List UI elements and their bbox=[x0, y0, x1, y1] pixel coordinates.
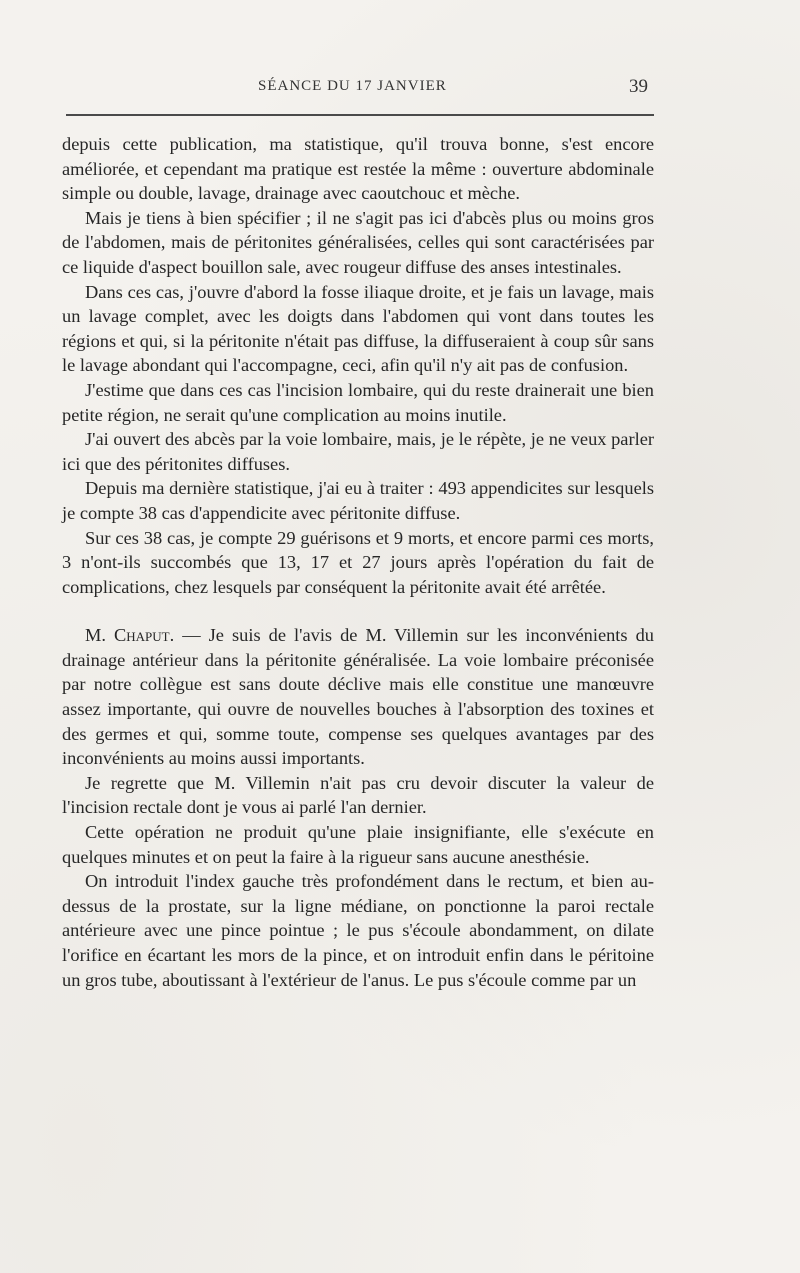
paragraph: Mais je tiens à bien spécifier ; il ne s'agit pas ici d'abcès plus ou moins gros de l'abdomen, mais de péritonites généralisées, celles qui sont caractérisées par ce liquide d'aspect bouillon sale, avec rougeur diffuse des anses intestinales. bbox=[62, 207, 654, 277]
speaker-paragraph bbox=[62, 623, 654, 771]
speaker-name: M. Chaput. bbox=[85, 625, 175, 646]
paragraph: Dans ces cas, j'ouvre d'abord la fosse iliaque droite, et je fais un lavage, mais un lavage complet, avec les doigts dans l'abdomen qui vont dans toutes les régions et qui, si la péritonite n'était pas diffuse, la diffuseraient à coup sûr sans le lavage abondant qui l'accompagne, ceci, afin qu'il n'y ait pas de confusion. bbox=[62, 281, 654, 376]
body-text bbox=[62, 132, 654, 992]
paragraph: Je regrette que M. Villemin n'ait pas cru devoir discuter la valeur de l'incision rectale dont je vous ai parlé l'an dernier. bbox=[62, 772, 654, 818]
running-head bbox=[0, 76, 800, 100]
paragraph: On introduit l'index gauche très profondément dans le rectum, et bien au-dessus de la prostate, sur la ligne médiane, on ponctionne la paroi rectale antérieure avec une pince pointue ; le pus s'écoule abondamment, on dilate l'orifice en écartant les mors de la pince, et on introduit enfin dans le péritoine un gros tube, aboutissant à l'extérieur de l'anus. Le pus s'écoule comme par un bbox=[62, 871, 654, 990]
paragraph: J'estime que dans ces cas l'incision lombaire, qui du reste drainerait une bien petite région, ne serait qu'une complication au moins inutile. bbox=[62, 379, 654, 425]
paragraph: J'ai ouvert des abcès par la voie lombaire, mais, je le répète, je ne veux parler ici que des péritonites diffuses. bbox=[62, 429, 654, 474]
running-title: SÉANCE DU 17 JANVIER bbox=[258, 78, 447, 94]
speaker-text: — Je suis de l'avis de M. Villemin sur les inconvénients du drainage antérieur dans la péritonite généralisée. La voie lombaire préconisée par notre collègue est sans doute déclive mais elle constitue une manœuvre assez importante, qui ouvre de nouvelles bouches à l'absorption des toxines et des germes et qui, somme toute, compense ses quelques avantages par des inconvénients au moins aussi importants. bbox=[62, 625, 654, 769]
paragraph: Sur ces 38 cas, je compte 29 guérisons et 9 morts, et encore parmi ces morts, 3 n'ont-ils succombés que 13, 17 et 27 jours après l'opération du fait de complications, chez lesquels par conséquent la péritonite avait été arrêtée. bbox=[62, 527, 654, 597]
header-rule bbox=[66, 114, 654, 116]
page-number: 39 bbox=[629, 76, 648, 97]
paragraph-continuation: depuis cette publication, ma statistique, qu'il trouva bonne, s'est encore améliorée, et cependant ma pratique est restée la même : ouverture abdominale simple ou double, lavage, drainage avec caoutchouc et mèche. bbox=[62, 134, 654, 204]
paragraph: Cette opération ne produit qu'une plaie insignifiante, elle s'exécute en quelques minutes et on peut la faire à la rigueur sans aucune anesthésie. bbox=[62, 822, 654, 867]
paragraph: Depuis ma dernière statistique, j'ai eu à traiter : 493 appendicites sur lesquels je compte 38 cas d'appendicite avec péritonite diffuse. bbox=[62, 478, 654, 523]
